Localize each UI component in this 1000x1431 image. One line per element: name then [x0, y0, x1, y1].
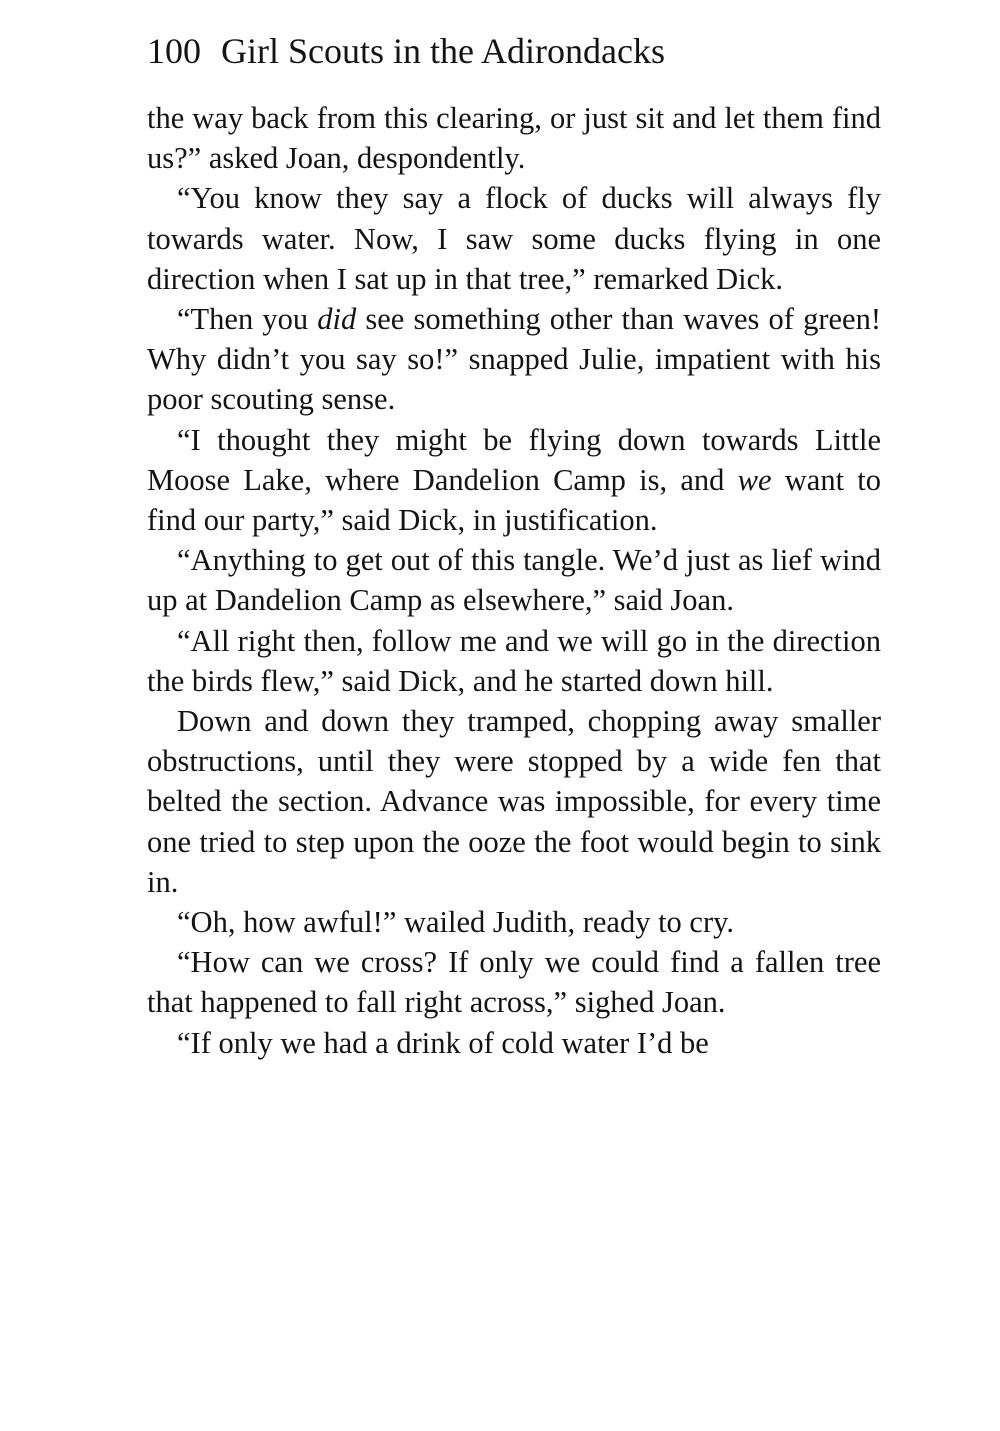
paragraph — [147, 299, 881, 420]
paragraph-text: see something other than waves of green! Why didn’t you say so!” snapped Julie, impatient with his poor scouting sense. — [147, 302, 881, 417]
paragraph-text: want to find our party,” said Dick, in justification. — [147, 462, 882, 538]
emphasized-text: we — [737, 462, 772, 497]
paragraph-text: “You know they say a flock of ducks will always fly towards water. Now, I saw some ducks flying in one direction when I sat up in that tree,” remarked Dick. — [147, 181, 881, 296]
paragraph — [147, 540, 881, 620]
paragraph-text: “Then you — [177, 302, 318, 337]
paragraph — [147, 942, 881, 1022]
paragraph-text: Down and down they tramped, chopping away smaller obstructions, until they were stopped by a wide fen that belted the section. Advance was impossible, for every time one tried to step upon the ooze the foot would begin to sink in. — [147, 704, 881, 899]
body-text — [147, 98, 881, 1063]
paragraph — [147, 621, 881, 701]
paragraph-text: “All right then, follow me and we will go in the direction the birds flew,” said Dick, and he started down hill. — [147, 623, 881, 698]
running-head — [147, 26, 665, 76]
paragraph-text: “If only we had a drink of cold water I’d be — [177, 1025, 709, 1060]
paragraph — [147, 98, 881, 178]
paragraph-text: “Anything to get out of this tangle. We’d just as lief wind up at Dandelion Camp as elsewhere,” said Joan. — [147, 543, 881, 618]
running-title: Girl Scouts in the Adirondacks — [221, 31, 665, 71]
paragraph-text: “I thought they might be flying down towards Little Moose Lake, where Dandelion Camp is, and — [147, 422, 881, 497]
paragraph-text: the way back from this clearing, or just sit and let them find us?” asked Joan, despondently. — [147, 101, 881, 176]
paragraph-text: “Oh, how awful!” wailed Judith, ready to cry. — [177, 905, 735, 940]
paragraph — [147, 1023, 881, 1063]
paragraph — [147, 902, 881, 942]
page-number: 100 — [147, 31, 201, 71]
paragraph — [147, 701, 881, 902]
paragraph — [147, 420, 881, 541]
paragraph — [147, 178, 881, 299]
paragraph-text: “How can we cross? If only we could find a fallen tree that happened to fall right across,” sighed Joan. — [147, 945, 881, 1020]
emphasized-text: did — [317, 302, 357, 337]
